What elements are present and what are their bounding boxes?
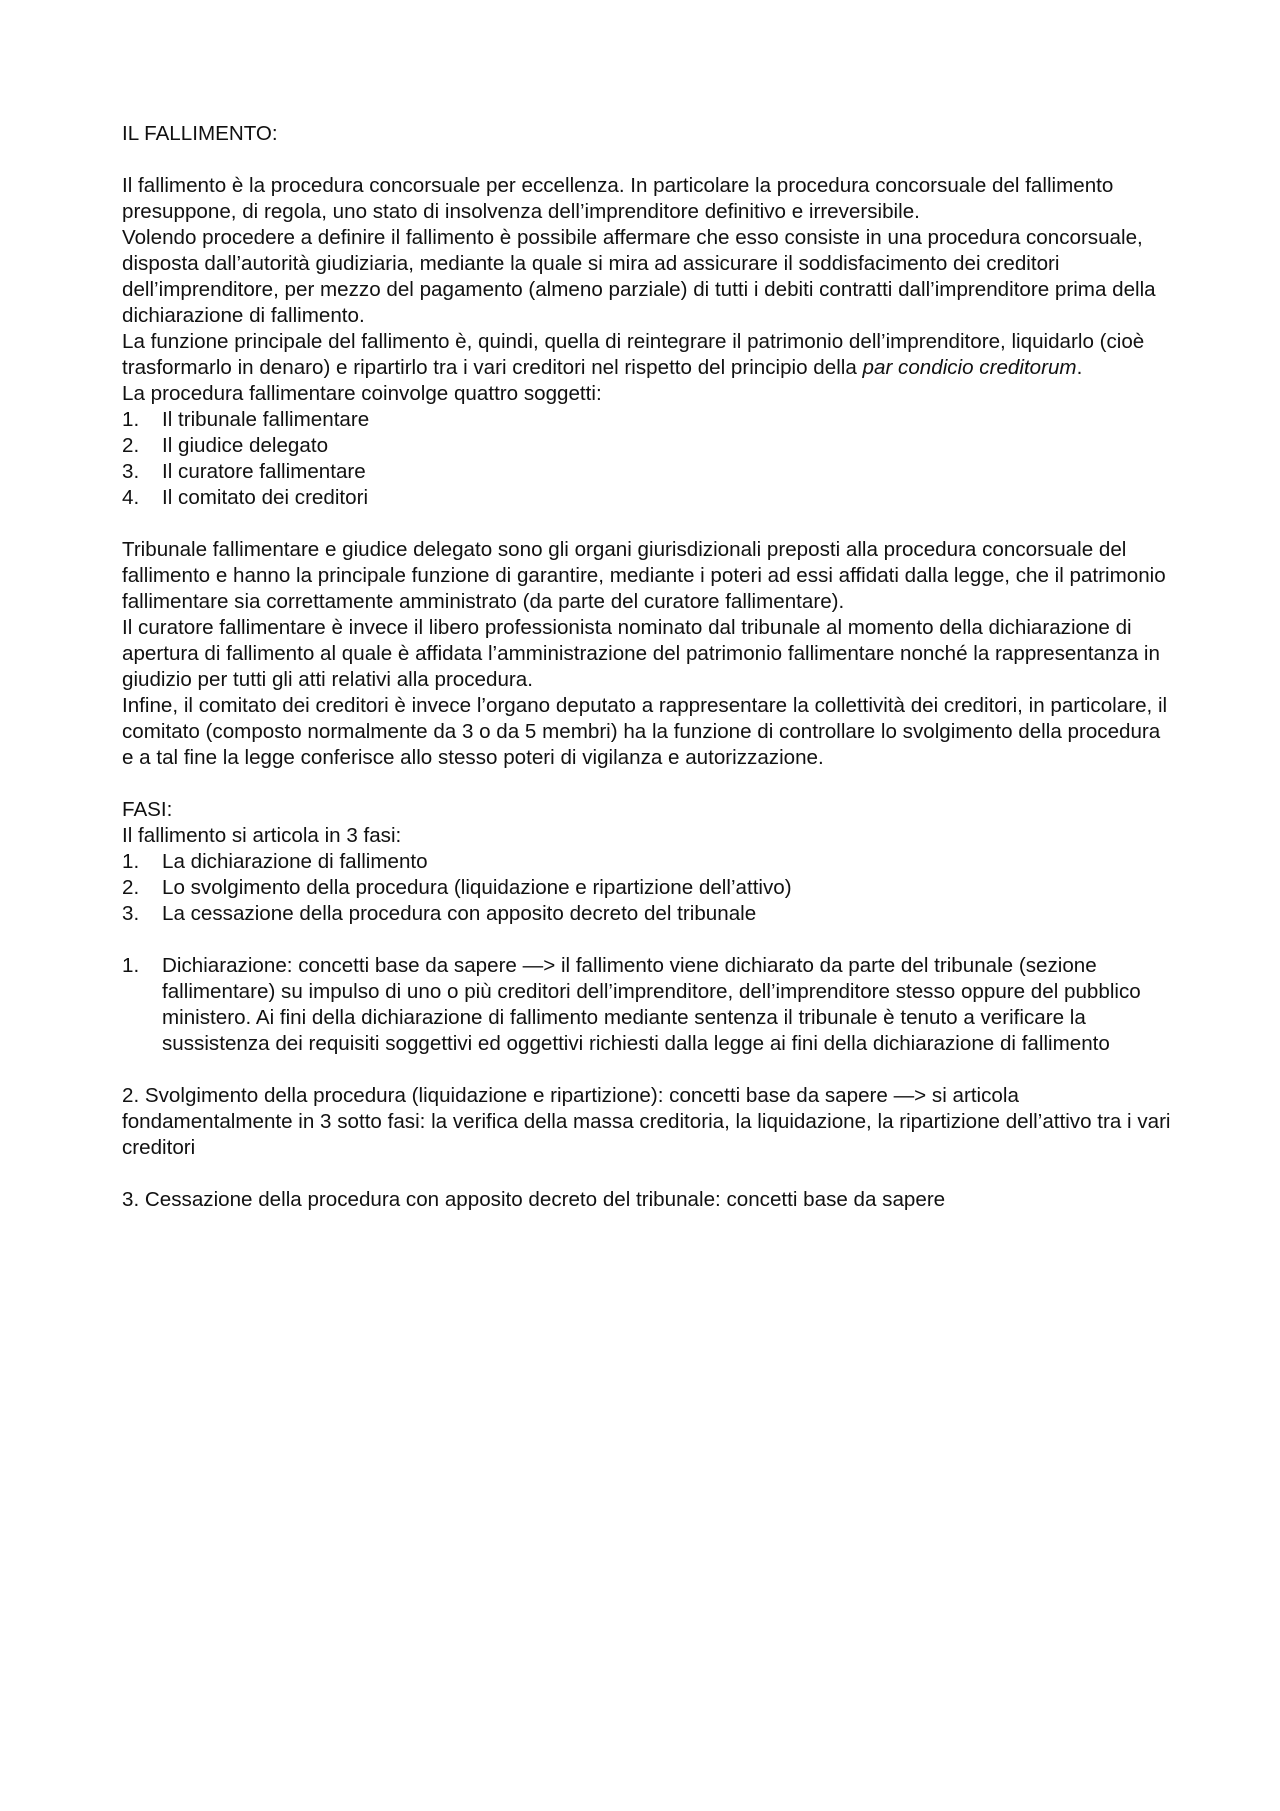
list-item-number: 2. — [122, 434, 140, 457]
dichiarazione-text: Dichiarazione: concetti base da sapere —> il fallimento viene dichiarato da parte del tribunale (sezione fallimentare) su impulso di uno o più creditori dell’imprenditore, dell’imprenditore stesso oppure del pubblico ministero. Ai fini della dichiarazione di fallimento mediante sentenza il tribunale è tenuto a verificare la sussistenza dei requisiti soggettivi ed oggettivi richiesti dalla legge ai fini della dichiarazione di fallimento — [162, 954, 1141, 1055]
list-item — [122, 875, 1172, 901]
organi-paragraph-2: Il curatore fallimentare è invece il libero professionista nominato dal tribunale al momento della dichiarazione di apertura di fallimento al quale è affidata l’amministrazione del patrimonio fallimentare nonché la rappresentanza in giudizio per tutti gli atti relativi alla procedura. — [122, 616, 1160, 691]
list-item-number: 1. — [122, 408, 140, 431]
fasi-heading: FASI: — [122, 798, 173, 821]
intro-paragraph-1: Il fallimento è la procedura concorsuale per eccellenza. In particolare la procedura concorsuale del fallimento presuppone, di regola, uno stato di insolvenza dell’imprenditore definitivo e irreversibile. — [122, 174, 1114, 223]
document-page — [122, 121, 1172, 1213]
list-item — [122, 901, 1172, 927]
intro-paragraph-2: Volendo procedere a definire il fallimento è possibile affermare che esso consiste in una procedura concorsuale, disposta dall’autorità giudiziaria, mediante la quale si mira ad assicurare il soddisfacimento dei creditori dell’imprenditore, per mezzo del pagamento (almeno parziale) di tutti i debiti contratti dall’imprenditore prima della dichiarazione di fallimento. — [122, 226, 1156, 327]
intro-paragraph-3-end: . — [1076, 356, 1083, 379]
fasi-intro: Il fallimento si articola in 3 fasi: — [122, 824, 402, 847]
list-item-text: Il comitato dei creditori — [162, 486, 369, 509]
list-item-text: Il tribunale fallimentare — [162, 408, 370, 431]
list-item — [122, 849, 1172, 875]
document-title: IL FALLIMENTO: — [122, 122, 278, 145]
list-item-number: 2. — [122, 876, 140, 899]
list-item-text: Lo svolgimento della procedura (liquidazione e ripartizione dell’attivo) — [162, 876, 792, 899]
list-item-number: 3. — [122, 460, 140, 483]
dichiarazione-detail — [122, 953, 1172, 1057]
list-item-number: 3. — [122, 902, 140, 925]
list-item-text: La cessazione della procedura con apposito decreto del tribunale — [162, 902, 757, 925]
organi-paragraph-3: Infine, il comitato dei creditori è invece l’organo deputato a rappresentare la collettività dei creditori, in particolare, il comitato (composto normalmente da 3 o da 5 membri) ha la funzione di controllare lo svolgimento della procedura e a tal fine la legge conferisce allo stesso poteri di vigilanza e autorizzazione. — [122, 694, 1168, 769]
fasi-list — [122, 849, 1172, 927]
list-item — [122, 953, 1172, 1057]
intro-paragraph-3-text: La funzione principale del fallimento è, quindi, quella di reintegrare il patrimonio dell’imprenditore, liquidarlo (cioè trasformarlo in denaro) e ripartirlo tra i vari creditori nel rispetto del principio della — [122, 330, 1145, 379]
list-item — [122, 433, 1172, 459]
list-item-text: Il curatore fallimentare — [162, 460, 366, 483]
list-item-text: Il giudice delegato — [162, 434, 329, 457]
intro-paragraph-3-latin-term: par condicio creditorum — [862, 356, 1077, 379]
list-item — [122, 459, 1172, 485]
soggetti-list — [122, 407, 1172, 511]
list-item-number: 1. — [122, 954, 140, 977]
list-item — [122, 485, 1172, 511]
organi-paragraph-1: Tribunale fallimentare e giudice delegato sono gli organi giurisdizionali preposti alla procedura concorsuale del fallimento e hanno la principale funzione di garantire, mediante i poteri ad essi affidati dalla legge, che il patrimonio fallimentare sia correttamente amministrato (da parte del curatore fallimentare). — [122, 538, 1166, 613]
list-item-number: 4. — [122, 486, 140, 509]
list-item-text: La dichiarazione di fallimento — [162, 850, 428, 873]
list-item-number: 1. — [122, 850, 140, 873]
intro-paragraph-3 — [122, 329, 1172, 381]
list-item — [122, 407, 1172, 433]
cessazione-paragraph: 3. Cessazione della procedura con apposito decreto del tribunale: concetti base da sapere — [122, 1188, 946, 1211]
svolgimento-paragraph: 2. Svolgimento della procedura (liquidazione e ripartizione): concetti base da sapere —> si articola fondamentalmente in 3 sotto fasi: la verifica della massa creditoria, la liquidazione, la ripartizione dell’attivo tra i vari creditori — [122, 1084, 1171, 1159]
intro-paragraph-4: La procedura fallimentare coinvolge quattro soggetti: — [122, 382, 602, 405]
